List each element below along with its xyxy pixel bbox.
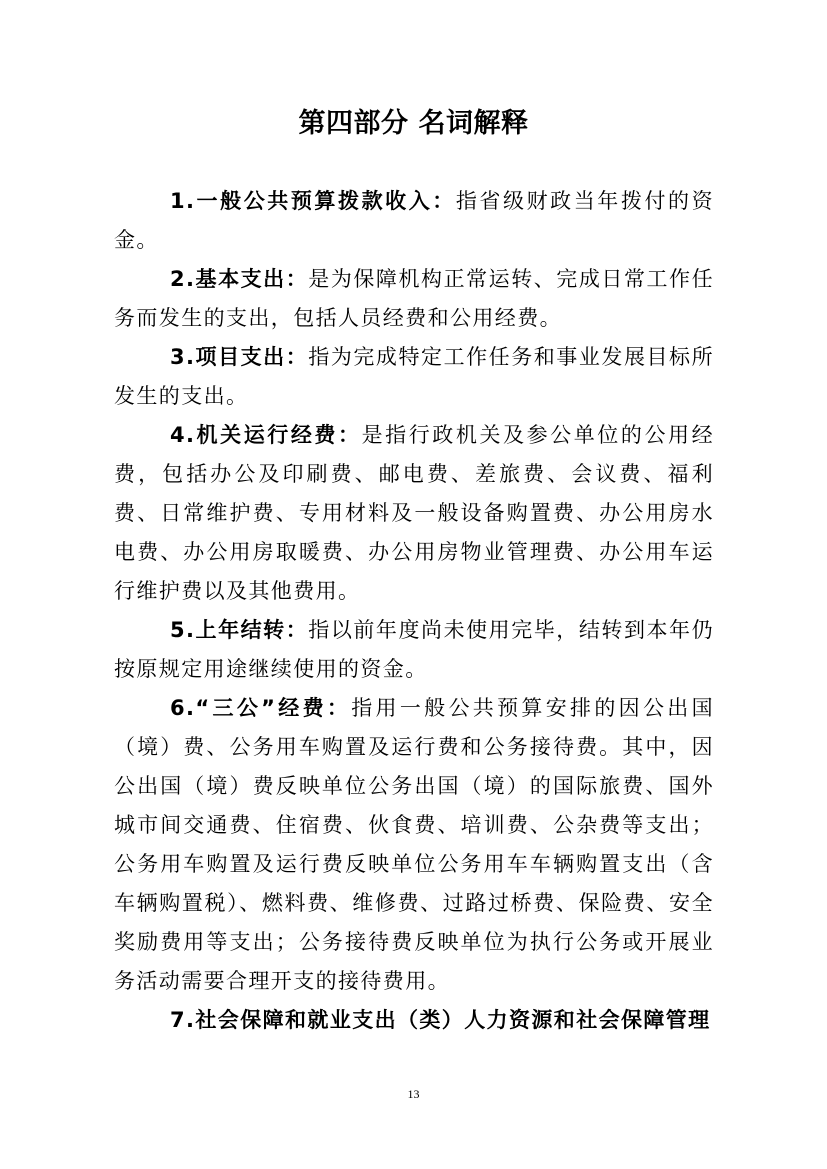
glossary-definition: 是指行政机关及参公单位的公用经费，包括办公及印刷费、邮电费、差旅费、会议费、福利费、日常维护费、专用材料及一般设备购置费、办公用房水电费、办公用房取暖费、办公用房物业管理费、办公用车运行维护费以及其他费用。 bbox=[114, 423, 714, 603]
glossary-item bbox=[114, 689, 714, 1001]
glossary-term: 3.项目支出： bbox=[170, 345, 309, 369]
glossary-item bbox=[114, 416, 714, 611]
page-title: 第四部分 名词解释 bbox=[298, 108, 529, 139]
glossary-item bbox=[114, 611, 714, 689]
glossary-term: 2.基本支出： bbox=[170, 267, 309, 291]
glossary-item bbox=[114, 1001, 714, 1040]
glossary-body bbox=[114, 182, 714, 1040]
glossary-item bbox=[114, 338, 714, 416]
glossary-term: 6.“三公”经费： bbox=[170, 696, 352, 720]
page-number: 13 bbox=[407, 1087, 420, 1101]
glossary-definition: 指用一般公共预算安排的因公出国（境）费、公务用车购置及运行费和公务接待费。其中，因公出国（境）费反映单位公务出国（境）的国际旅费、国外城市间交通费、住宿费、伙食费、培训费、公杂费等支出；公务用车购置及运行费反映单位公务用车车辆购置支出（含车辆购置税）、燃料费、维修费、过路过桥费、保险费、安全奖励费用等支出；公务接待费反映单位为执行公务或开展业务活动需要合理开支的接待费用。 bbox=[114, 696, 715, 993]
glossary-item bbox=[114, 182, 714, 260]
glossary-definition: 指为完成特定工作任务和事业发展目标所发生的支出。 bbox=[114, 345, 714, 408]
glossary-term: 1.一般公共预算拨款收入： bbox=[170, 189, 456, 213]
glossary-definition: 指以前年度尚未使用完毕，结转到本年仍按原规定用途继续使用的资金。 bbox=[114, 618, 714, 681]
glossary-definition: 指省级财政当年拨付的资金。 bbox=[114, 189, 714, 252]
glossary-term: 4.机关运行经费： bbox=[170, 423, 362, 447]
glossary-item bbox=[114, 260, 714, 338]
glossary-term: 7.社会保障和就业支出（类）人力资源和社会保障管理 bbox=[170, 1008, 711, 1032]
glossary-definition: 是为保障机构正常运转、完成日常工作任务而发生的支出，包括人员经费和公用经费。 bbox=[114, 267, 714, 330]
glossary-term: 5.上年结转： bbox=[170, 618, 309, 642]
